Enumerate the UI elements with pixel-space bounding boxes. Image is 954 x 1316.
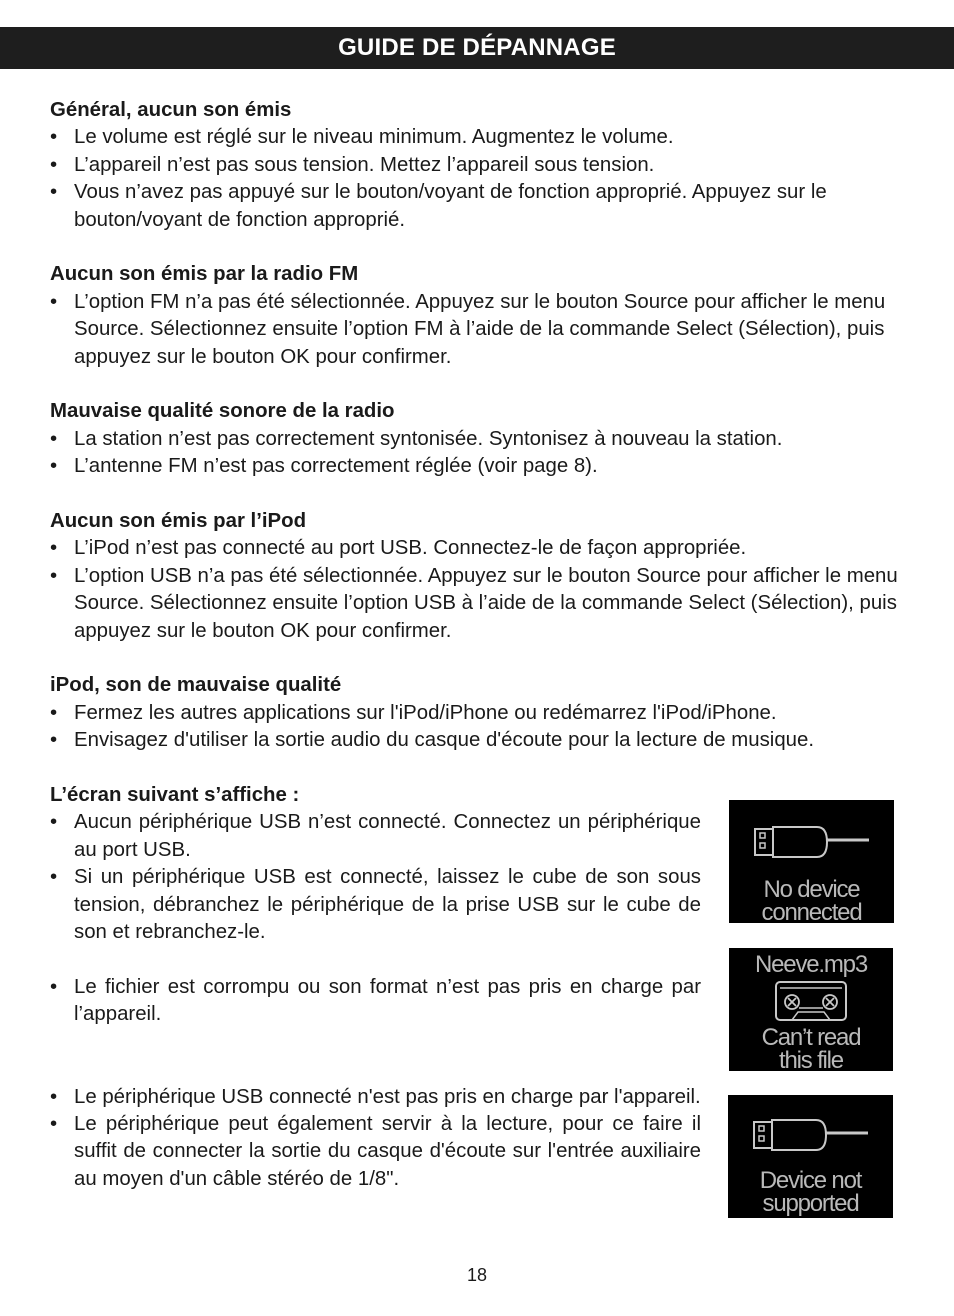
section-fm-no-sound <box>50 261 905 371</box>
bullet-list <box>50 289 905 371</box>
section-heading: Mauvaise qualité sonore de la radio <box>50 400 395 423</box>
list-item: • Le fichier est corrompu ou son format n’est pas pris en charge par l’appareil. <box>50 974 701 1029</box>
page-header <box>0 27 954 69</box>
usb-plug-icon <box>749 824 874 864</box>
screen-file-title: Neeve.mp3 <box>755 951 867 978</box>
bullet-list <box>50 124 905 234</box>
list-item: • Le périphérique peut également servir à la lecture, pour ce faire il suffit de connecter la sortie du casque d'écoute sur l'entrée auxiliaire au moyen d'un câble stéréo de 1/8". <box>50 1111 701 1193</box>
cassette-icon <box>774 980 848 1022</box>
bullet-list <box>50 700 905 755</box>
list-item: • Fermez les autres applications sur l'iPod/iPhone ou redémarrez l'iPod/iPhone. <box>50 700 905 727</box>
screen-line: No device <box>763 876 860 903</box>
list-item: • Aucun périphérique USB n’est connecté. Connectez un périphérique au port USB. <box>50 809 701 864</box>
section-heading: L’écran suivant s’affiche : <box>50 784 300 807</box>
section-heading: Aucun son émis par la radio FM <box>50 263 359 286</box>
list-item: • L’iPod n’est pas connecté au port USB. Connectez-le de façon appropriée. <box>50 535 905 562</box>
list-item: • Si un périphérique USB est connecté, laissez le cube de son sous tension, débranchez le périphérique de la prise USB sur le cube de son et rebranchez-le. <box>50 864 701 946</box>
list-item: • La station n’est pas correctement syntonisée. Syntonisez à nouveau la station. <box>50 426 905 453</box>
list-item: • L’option FM n’a pas été sélectionnée. Appuyez sur le bouton Source pour afficher le menu Source. Sélectionnez ensuite l’option FM à l’aide de la commande Select (Sélection), puis appuyez sur le bouton OK pour confirmer. <box>50 289 905 371</box>
section-ipod-bad-quality <box>50 672 905 754</box>
screen-line: connected <box>761 899 862 923</box>
screen-cant-read <box>729 948 893 1071</box>
list-item: • Envisagez d'utiliser la sortie audio du casque d'écoute pour la lecture de musique. <box>50 727 905 754</box>
screen-line: this file <box>779 1047 843 1071</box>
bullet-list <box>50 809 701 946</box>
section-heading: Général, aucun son émis <box>50 99 292 121</box>
list-item: • L’appareil n’est pas sous tension. Mettez l’appareil sous tension. <box>50 152 905 179</box>
screen-line: Device not <box>759 1167 862 1194</box>
list-item: • Vous n’avez pas appuyé sur le bouton/voyant de fonction approprié. Appuyez sur le bouton/voyant de fonction approprié. <box>50 179 905 234</box>
section-heading: iPod, son de mauvaise qualité <box>50 674 342 697</box>
list-item: • L’option USB n’a pas été sélectionnée. Appuyez sur le bouton Source pour afficher le menu Source. Sélectionnez ensuite l’option USB à l’aide de la commande Select (Sélection), puis appuyez sur le bouton OK pour confirmer. <box>50 563 905 645</box>
bullet-list <box>50 426 905 481</box>
screen-not-supported <box>728 1095 893 1218</box>
section-heading: Aucun son émis par l’iPod <box>50 510 307 533</box>
screen-line: Can’t read <box>761 1024 861 1051</box>
bullet-list <box>50 974 701 1029</box>
list-item: • Le volume est réglé sur le niveau minimum. Augmentez le volume. <box>50 124 905 151</box>
screen-no-device <box>729 800 894 923</box>
screen-messages-text <box>50 809 701 1193</box>
section-radio-bad-quality <box>50 398 905 480</box>
usb-plug-icon <box>748 1117 873 1157</box>
bullet-list <box>50 535 905 645</box>
list-item: • Le périphérique USB connecté n'est pas pris en charge par l'appareil. <box>50 1084 701 1111</box>
bullet-list <box>50 1084 701 1194</box>
page-number: 18 <box>466 1265 488 1285</box>
page-title: GUIDE DE DÉPANNAGE <box>338 34 616 61</box>
section-ipod-no-sound <box>50 508 905 645</box>
section-general-no-sound <box>50 97 905 234</box>
screen-line: supported <box>762 1190 859 1217</box>
list-item: • L’antenne FM n’est pas correctement réglée (voir page 8). <box>50 453 905 480</box>
